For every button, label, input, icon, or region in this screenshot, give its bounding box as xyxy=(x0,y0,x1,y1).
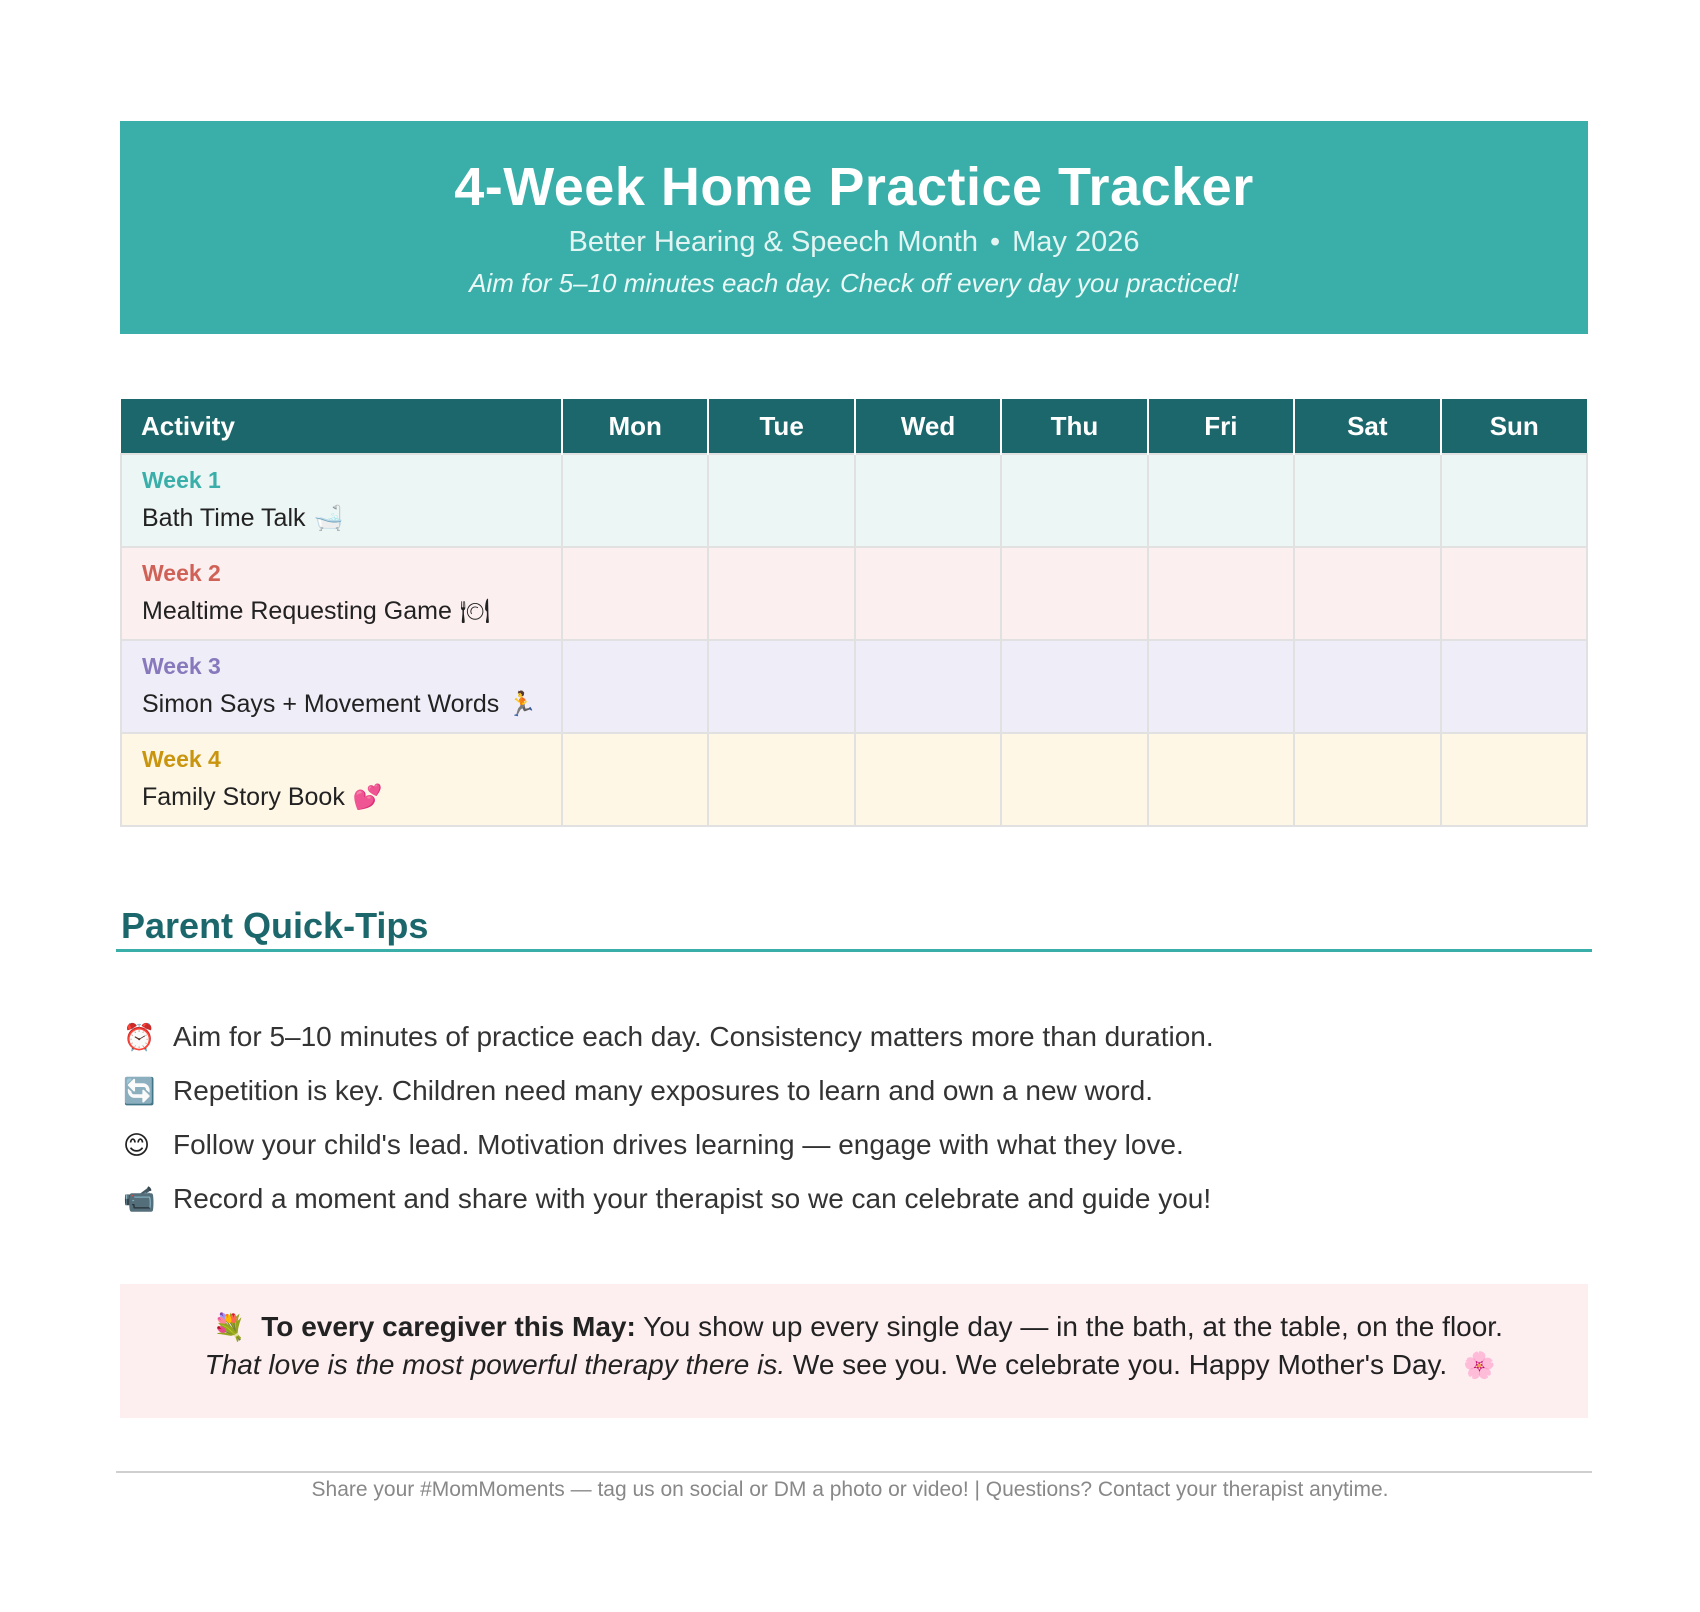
checkbox-cell-tue[interactable] xyxy=(708,547,854,640)
practice-tracker-table xyxy=(120,399,1588,827)
activity-text: Family Story Book xyxy=(142,783,345,811)
table-row-week-4 xyxy=(121,733,1587,826)
tip-item xyxy=(123,1010,1214,1064)
week-label: Week 1 xyxy=(142,467,221,493)
bouquet-icon: 💐 xyxy=(213,1312,246,1342)
checkbox-cell-mon[interactable] xyxy=(562,547,708,640)
checkbox-cell-thu[interactable] xyxy=(1001,640,1147,733)
alarm-clock-icon: ⏰ xyxy=(123,1021,156,1052)
column-header-fri: Fri xyxy=(1148,399,1294,454)
checkbox-cell-sat[interactable] xyxy=(1294,733,1440,826)
table-row-week-1 xyxy=(121,454,1587,547)
checkbox-cell-wed[interactable] xyxy=(855,640,1001,733)
column-header-thu: Thu xyxy=(1001,399,1147,454)
plate-icon: 🍽 xyxy=(459,598,491,625)
tips-divider xyxy=(116,949,1592,952)
callout-lead: To every caregiver this May: xyxy=(261,1311,636,1342)
checkbox-cell-thu[interactable] xyxy=(1001,547,1147,640)
checkbox-cell-fri[interactable] xyxy=(1148,733,1294,826)
subtitle-event: Better Hearing & Speech Month xyxy=(568,226,978,258)
callout-text-2: We see you. We celebrate you. Happy Mother's Day. xyxy=(792,1349,1448,1380)
checkbox-cell-sat[interactable] xyxy=(1294,454,1440,547)
checkbox-cell-sat[interactable] xyxy=(1294,547,1440,640)
checkbox-cell-thu[interactable] xyxy=(1001,454,1147,547)
tip-item xyxy=(123,1064,1214,1118)
video-camera-icon: 📹 xyxy=(123,1183,156,1214)
subtitle-date: May 2026 xyxy=(1012,226,1140,258)
tip-text: Repetition is key. Children need many exposures to learn and own a new word. xyxy=(173,1075,1154,1106)
tip-item xyxy=(123,1118,1214,1172)
column-header-tue: Tue xyxy=(708,399,854,454)
footer-text: Share your #MomMoments — tag us on social or DM a photo or video! | Questions? Contact your therapist anytime. xyxy=(311,1478,1389,1501)
callout-line-2 xyxy=(120,1346,1588,1384)
aim-instruction: Aim for 5–10 minutes each day. Check off every day you practiced! xyxy=(469,268,1239,298)
footer-divider xyxy=(116,1471,1592,1473)
activity-cell xyxy=(121,733,562,826)
column-header-activity: Activity xyxy=(121,399,562,454)
checkbox-cell-tue[interactable] xyxy=(708,454,854,547)
checkbox-cell-fri[interactable] xyxy=(1148,454,1294,547)
table-row-week-2 xyxy=(121,547,1587,640)
callout-line-1 xyxy=(120,1308,1588,1346)
tip-item xyxy=(123,1172,1214,1226)
activity-text: Bath Time Talk xyxy=(142,504,306,532)
callout-italic: That love is the most powerful therapy there is. xyxy=(204,1349,786,1380)
week-label: Week 2 xyxy=(142,560,221,586)
tips-list xyxy=(123,1010,1214,1226)
week-label: Week 3 xyxy=(142,653,221,679)
hearts-icon: 💕 xyxy=(352,784,383,811)
repeat-icon: 🔄 xyxy=(123,1075,156,1106)
column-header-mon: Mon xyxy=(562,399,708,454)
checkbox-cell-sat[interactable] xyxy=(1294,640,1440,733)
activity-text: Simon Says + Movement Words xyxy=(142,690,500,718)
caregiver-callout xyxy=(120,1284,1588,1418)
bathtub-icon: 🛁 xyxy=(313,505,344,532)
column-header-sat: Sat xyxy=(1294,399,1440,454)
checkbox-cell-sun[interactable] xyxy=(1441,454,1587,547)
activity-cell xyxy=(121,640,562,733)
tips-heading: Parent Quick-Tips xyxy=(121,905,429,946)
checkbox-cell-wed[interactable] xyxy=(855,454,1001,547)
checkbox-cell-sun[interactable] xyxy=(1441,547,1587,640)
activity-name xyxy=(142,594,561,629)
checkbox-cell-wed[interactable] xyxy=(855,733,1001,826)
column-header-sun: Sun xyxy=(1441,399,1587,454)
page-title: 4-Week Home Practice Tracker xyxy=(454,157,1254,217)
checkbox-cell-tue[interactable] xyxy=(708,733,854,826)
checkbox-cell-wed[interactable] xyxy=(855,547,1001,640)
week-label: Week 4 xyxy=(142,746,221,772)
smiley-icon: 😊 xyxy=(123,1129,151,1160)
tip-text: Record a moment and share with your therapist so we can celebrate and guide you! xyxy=(173,1183,1212,1214)
activity-name xyxy=(142,501,561,536)
callout-text-1: You show up every single day — in the bath, at the table, on the floor. xyxy=(643,1311,1503,1342)
table-row-week-3 xyxy=(121,640,1587,733)
header-banner xyxy=(120,121,1588,334)
activity-name xyxy=(142,780,561,815)
table-header-row xyxy=(121,399,1587,454)
checkbox-cell-tue[interactable] xyxy=(708,640,854,733)
flower-icon: 🌸 xyxy=(1463,1350,1496,1380)
subtitle-separator: • xyxy=(989,226,1001,258)
checkbox-cell-mon[interactable] xyxy=(562,454,708,547)
checkbox-cell-sun[interactable] xyxy=(1441,733,1587,826)
column-header-wed: Wed xyxy=(855,399,1001,454)
running-icon: 🏃 xyxy=(507,691,538,718)
checkbox-cell-sun[interactable] xyxy=(1441,640,1587,733)
checkbox-cell-thu[interactable] xyxy=(1001,733,1147,826)
tip-text: Aim for 5–10 minutes of practice each day. Consistency matters more than duration. xyxy=(173,1021,1214,1052)
checkbox-cell-fri[interactable] xyxy=(1148,640,1294,733)
checkbox-cell-fri[interactable] xyxy=(1148,547,1294,640)
page-subtitle xyxy=(120,225,1588,259)
tip-text: Follow your child's lead. Motivation drives learning — engage with what they love. xyxy=(173,1129,1184,1160)
activity-cell xyxy=(121,547,562,640)
activity-text: Mealtime Requesting Game xyxy=(142,597,452,625)
activity-cell xyxy=(121,454,562,547)
checkbox-cell-mon[interactable] xyxy=(562,733,708,826)
activity-name xyxy=(142,687,561,722)
checkbox-cell-mon[interactable] xyxy=(562,640,708,733)
